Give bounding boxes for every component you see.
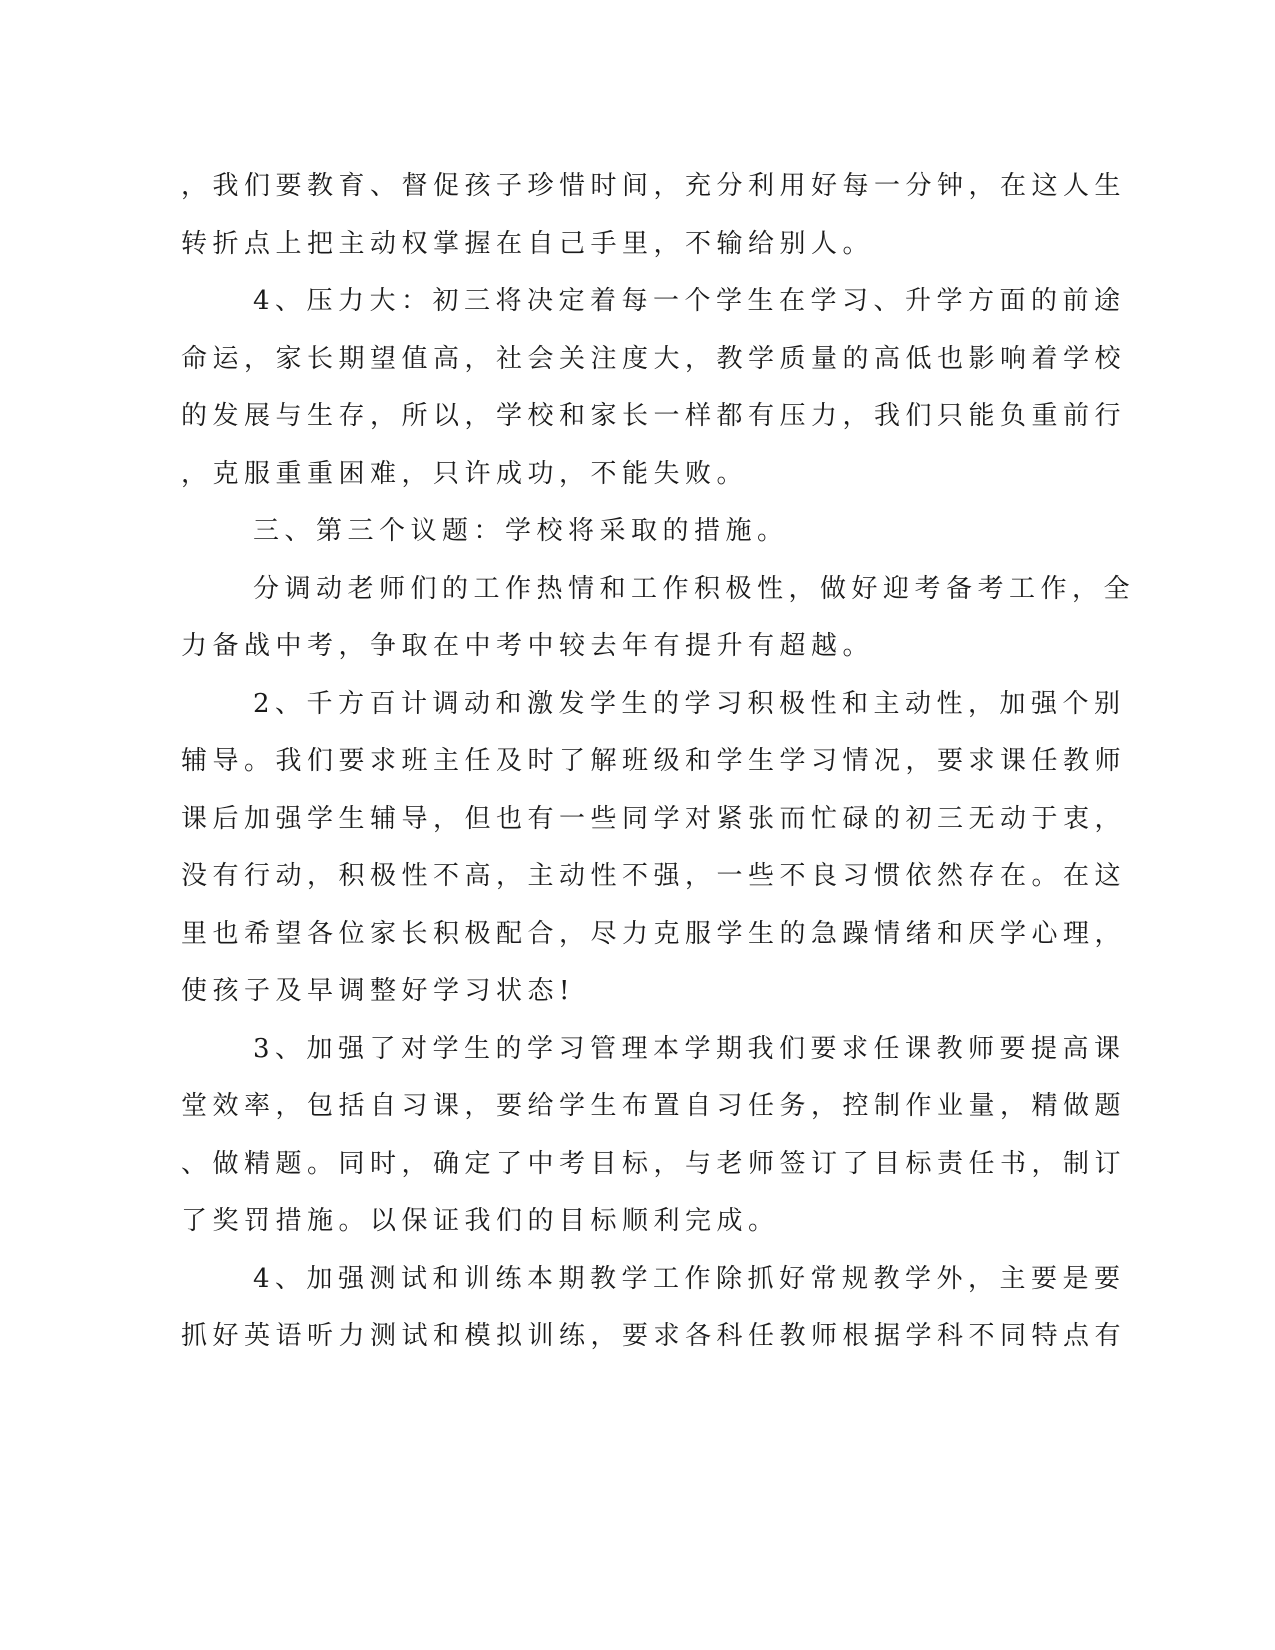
- text-line: 4、压力大：初三将决定着每一个学生在学习、升学方面的前途: [253, 286, 1126, 316]
- text-line: 的发展与生存，所以，学校和家长一样都有压力，我们只能负重前行: [181, 401, 1127, 431]
- text-line: 使孩子及早调整好学习状态!: [181, 976, 575, 1006]
- text-line: 转折点上把主动权掌握在自己手里，不输给别人。: [181, 228, 875, 259]
- text-line: 了奖罚措施。以保证我们的目标顺利完成。: [181, 1206, 780, 1236]
- text-line: 堂效率，包括自习课，要给学生布置自习任务，控制作业量，精做题: [181, 1091, 1127, 1121]
- text-line: 里也希望各位家长积极配合，尽力克服学生的急躁情绪和厌学心理，: [181, 918, 1127, 949]
- text-line: ，我们要教育、督促孩子珍惜时间，充分利用好每一分钟，在这人生: [181, 171, 1127, 201]
- text-line: ，克服重重困难，只许成功，不能失败。: [181, 458, 749, 489]
- text-line: 2、千方百计调动和激发学生的学习积极性和主动性，加强个别: [253, 688, 1126, 719]
- text-line: 命运，家长期望值高，社会关注度大，教学质量的高低也影响着学校: [181, 343, 1127, 374]
- text-line: 没有行动，积极性不高，主动性不强，一些不良习惯依然存在。在这: [181, 861, 1127, 891]
- text-line: 辅导。我们要求班主任及时了解班级和学生学习情况，要求课任教师: [181, 746, 1127, 776]
- text-line: 3、加强了对学生的学习管理本学期我们要求任课教师要提高课: [253, 1033, 1126, 1064]
- text-line: 抓好英语听力测试和模拟训练，要求各科任教师根据学科不同特点有: [181, 1321, 1127, 1351]
- text-line: 、做精题。同时，确定了中考目标，与老师签订了目标责任书，制订: [181, 1148, 1127, 1179]
- text-line: 课后加强学生辅导，但也有一些同学对紧张而忙碌的初三无动于衷，: [181, 803, 1127, 834]
- text-line: 力备战中考，争取在中考中较去年有提升有超越。: [181, 631, 875, 661]
- text-line: 分调动老师们的工作热情和工作积极性，做好迎考备考工作，全: [253, 573, 1136, 604]
- document-body: [181, 158, 1136, 1366]
- text-line: 4、加强测试和训练本期教学工作除抓好常规教学外，主要是要: [253, 1263, 1126, 1294]
- text-line: 三、第三个议题：学校将采取的措施。: [253, 516, 789, 546]
